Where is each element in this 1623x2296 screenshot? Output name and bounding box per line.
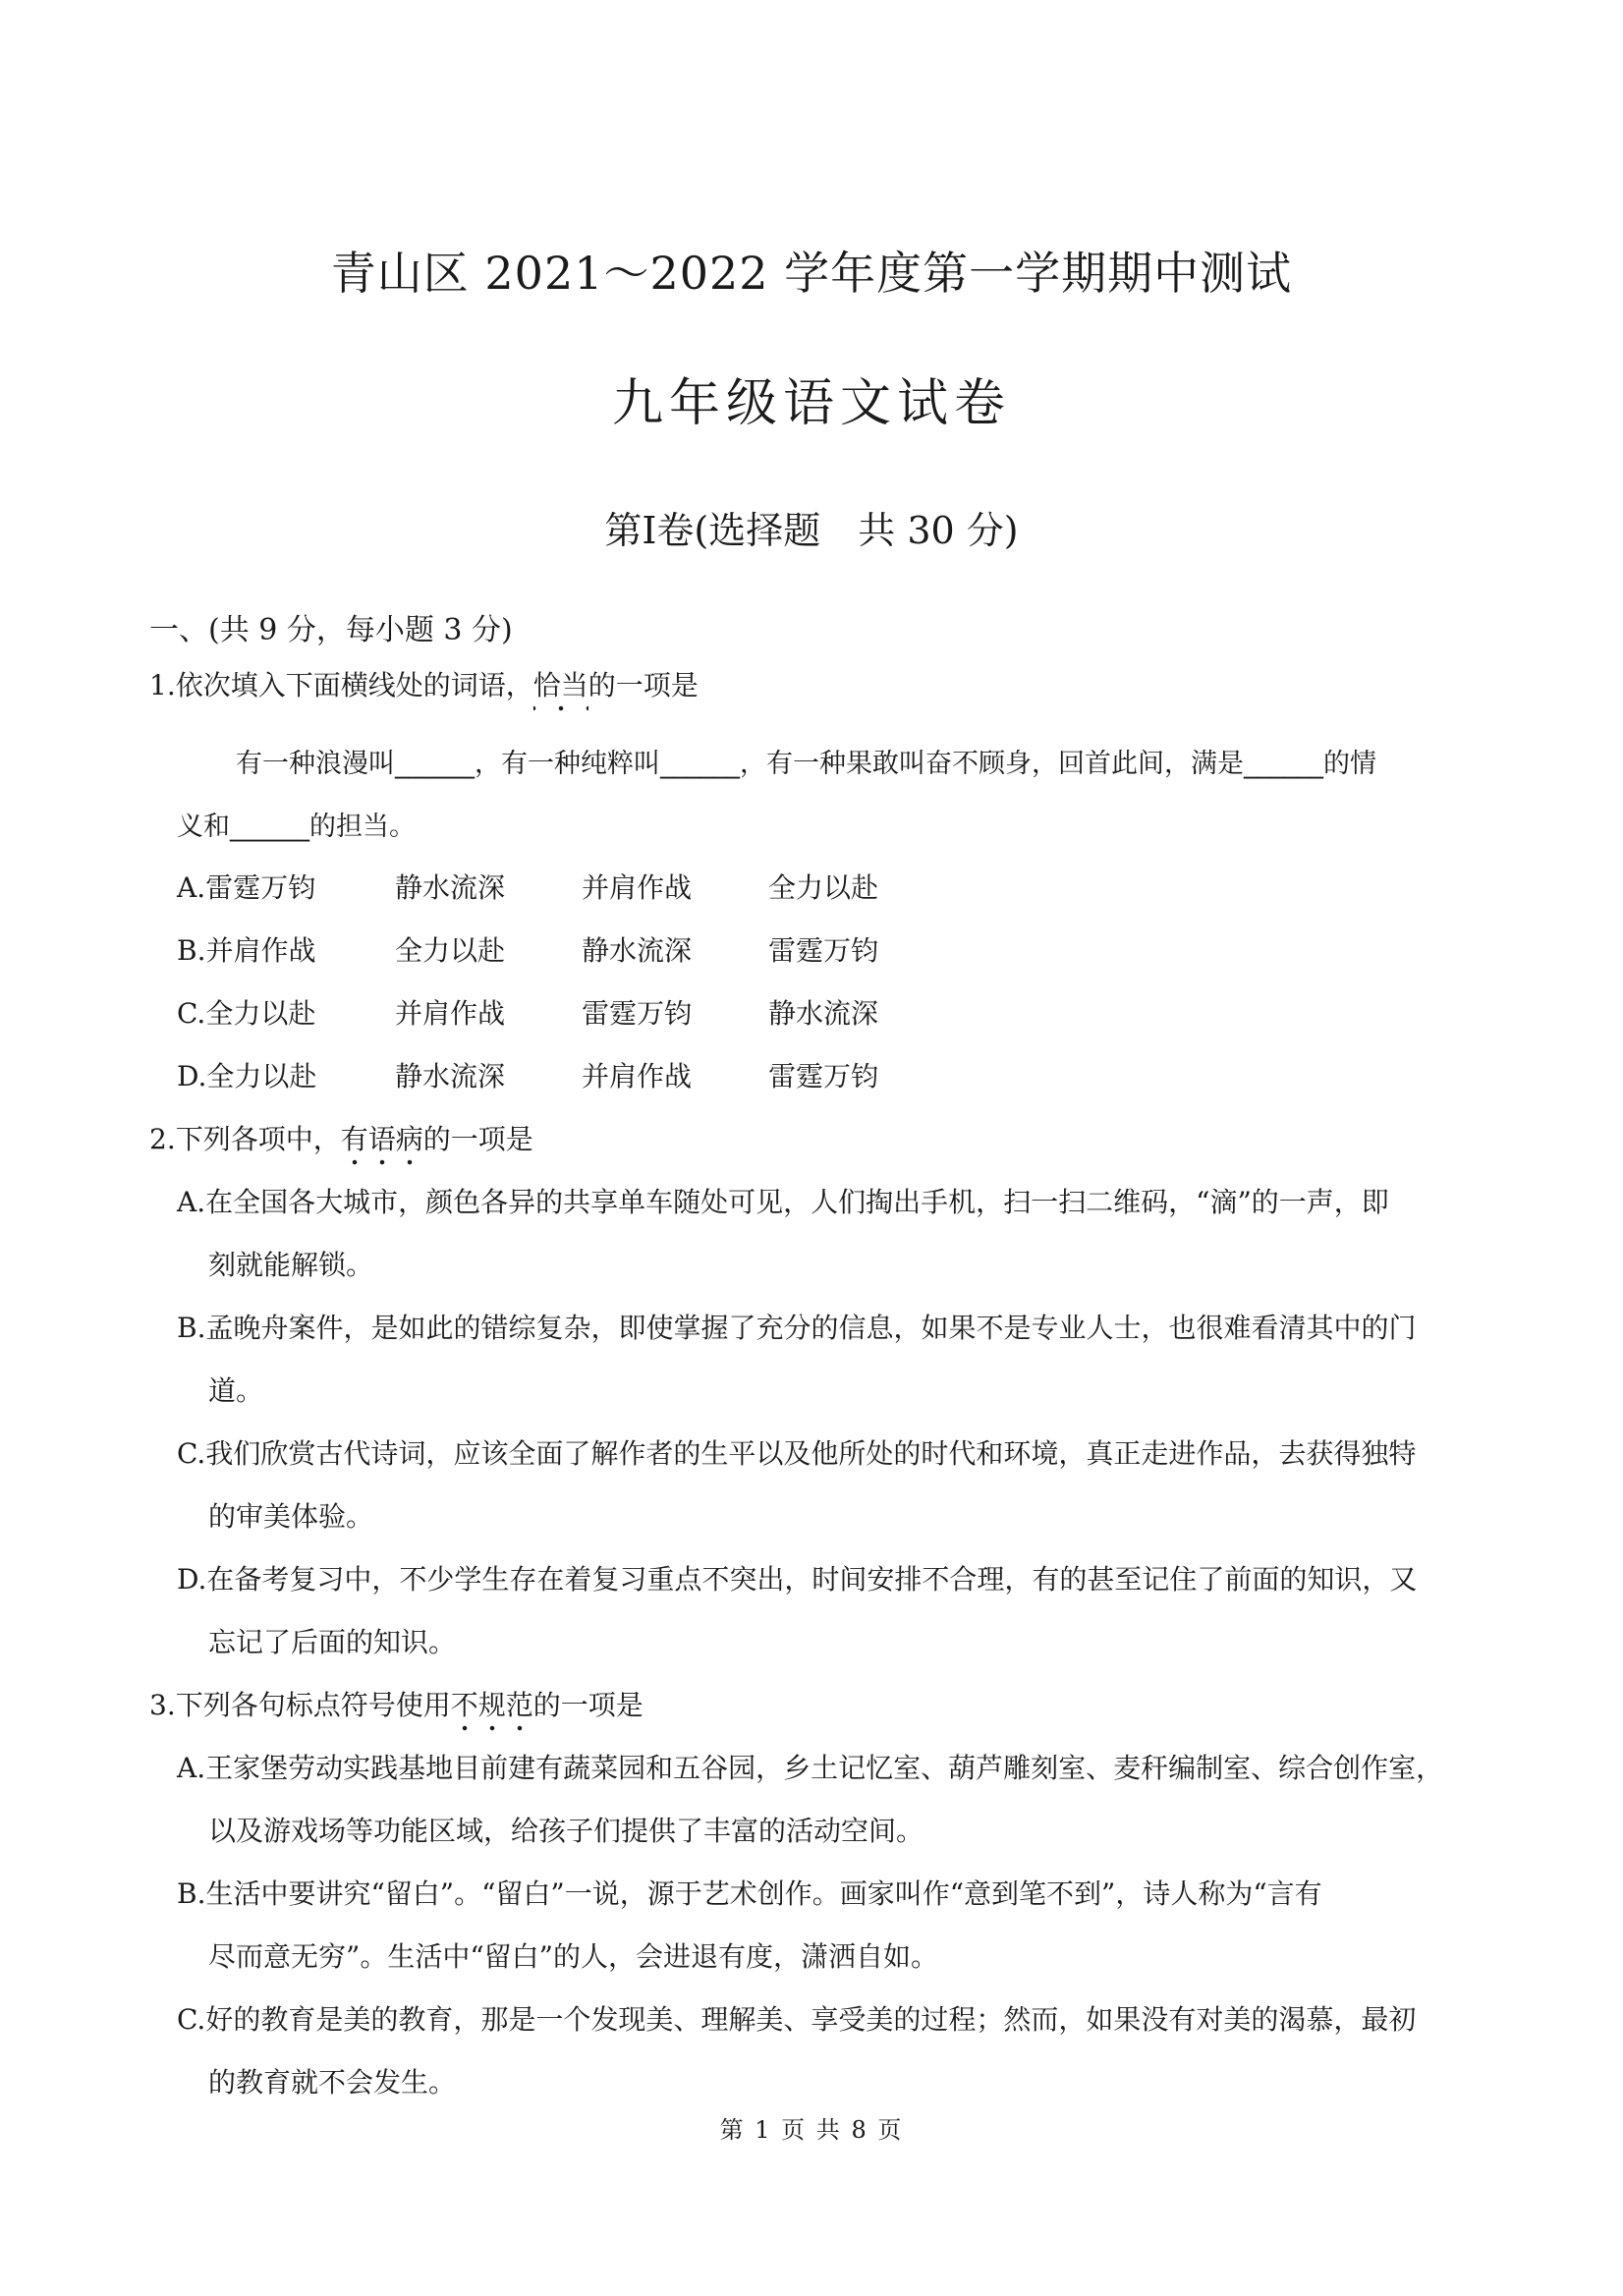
option-word: 雷霆万钧 [768,934,879,967]
passage-line: 义和______的担当。 [177,812,416,842]
option-line: 的教育就不会发生。 [208,2066,457,2099]
option-b-first: B.并肩作战 [177,934,316,967]
option-line: 的审美体验。 [208,1500,374,1533]
stem-text: 2.下列各项中， [149,1123,341,1155]
stem-text: 的一项是 [532,1689,644,1721]
exam-title: 青山区 2021～2022 学年度第一学期期中测试 [330,247,1293,300]
option-line: B.生活中要讲究“留白”。“留白”一说，源于艺术创作。画家叫作“意到笔不到”，诗人称为“言有 [177,1877,1322,1910]
option-line: 忘记了后面的知识。 [208,1626,457,1658]
option-word: 静水流深 [582,934,693,967]
stem-text: 的一项是 [422,1123,533,1155]
option-word: 雷霆万钧 [582,997,693,1030]
stem-text: 1.依次填入下面横线处的词语， [149,669,533,701]
section-heading: 一、(共 9 分，每小题 3 分) [149,613,513,647]
option-c-first: C.全力以赴 [177,997,316,1030]
emphasis-mark: 恰当 [533,666,588,705]
option-word: 雷霆万钧 [768,1060,879,1092]
option-line: A.王家堡劳动实践基地目前建有蔬菜园和五谷园，乡土记忆室、葫芦雕刻室、麦秆编制室、综合创作室， [177,1752,1444,1784]
option-word: 静水流深 [395,1060,506,1092]
option-word: 并肩作战 [395,997,506,1030]
option-d-first: D.全力以赴 [177,1060,317,1092]
question-1-stem [149,666,699,705]
option-line: 尽而意无穷”。生活中“留白”的人，会进退有度，潇洒自如。 [208,1940,938,1973]
stem-text: 的一项是 [588,669,699,701]
option-word: 静水流深 [768,997,879,1030]
option-line: 以及游戏场等功能区域，给孩子们提供了丰富的活动空间。 [208,1815,924,1847]
page-number: 第 1 页 共 8 页 [719,2116,904,2144]
part-heading: 第Ⅰ卷(选择题 共 30 分) [604,509,1019,552]
emphasis-mark: 有语病 [341,1120,423,1159]
question-2-stem [149,1120,533,1159]
option-line: C.好的教育是美的教育，那是一个发现美、理解美、享受美的过程；然而，如果没有对美的渴慕，最初 [177,2003,1417,2036]
option-line: C.我们欣赏古代诗词，应该全面了解作者的生平以及他所处的时代和环境，真正走进作品，去获得独特 [177,1437,1417,1470]
exam-subtitle: 九年级语文试卷 [611,374,1011,433]
option-word: 全力以赴 [395,934,506,967]
option-word: 并肩作战 [582,1060,693,1092]
option-word: 静水流深 [395,871,506,904]
option-line: A.在全国各大城市，颜色各异的共享单车随处可见，人们掏出手机，扫一扫二维码，“滴”的一声，即 [177,1186,1389,1218]
option-line: 道。 [208,1374,264,1407]
option-line: B.孟晚舟案件，是如此的错综复杂，即使掌握了充分的信息，如果不是专业人士，也很难看清其中的门 [177,1312,1417,1344]
passage-line: 有一种浪漫叫______，有一种纯粹叫______，有一种果敢叫奋不顾身，回首此间，满是______的情 [236,749,1376,779]
option-word: 全力以赴 [768,871,879,904]
option-line: 刻就能解锁。 [208,1249,374,1281]
question-3-stem [149,1686,644,1725]
option-word: 并肩作战 [582,871,693,904]
emphasis-mark: 不规范 [451,1686,533,1725]
stem-text: 3.下列各句标点符号使用 [149,1689,451,1721]
option-line: D.在备考复习中，不少学生存在着复习重点不突出，时间安排不合理，有的甚至记住了前面的知识，又 [177,1563,1418,1596]
option-a-first: A.雷霆万钧 [177,871,316,904]
